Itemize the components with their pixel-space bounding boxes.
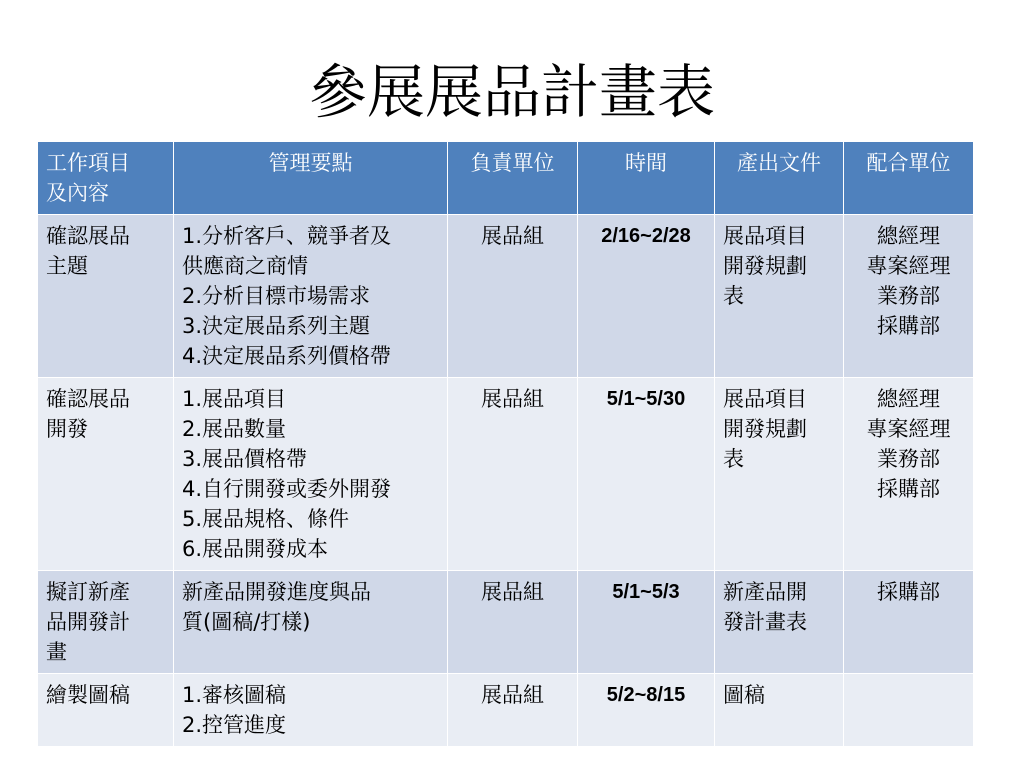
cell-points-line: 供應商之商情 (182, 254, 308, 278)
cell-time-text: 5/1~5/30 (606, 388, 686, 410)
cell-item (38, 215, 174, 378)
cell-output (715, 674, 844, 747)
table-row (38, 674, 974, 747)
header-text: 管理要點 (268, 151, 353, 175)
table-row (38, 378, 974, 571)
cell-points-line: 質(圖稿/打樣) (182, 610, 311, 634)
cell-item-line: 主題 (46, 254, 88, 278)
cell-coop-line: 業務部 (877, 284, 940, 308)
cell-item-line: 擬訂新產 (46, 580, 130, 604)
cell-coop-line: 採購部 (877, 580, 940, 604)
cell-points (174, 674, 448, 747)
cell-item-line: 畫 (46, 640, 67, 664)
cell-points (174, 215, 448, 378)
cell-time-text: 5/2~8/15 (606, 684, 686, 706)
table-row (38, 571, 974, 674)
header-cell-coop (844, 142, 974, 215)
cell-points (174, 378, 448, 571)
cell-item-line: 確認展品 (46, 224, 130, 248)
cell-unit (448, 571, 578, 674)
plan-table (37, 141, 974, 747)
cell-coop-line: 採購部 (877, 314, 940, 338)
cell-coop-line: 採購部 (877, 477, 940, 501)
cell-points-line: 2.分析目標市場需求 (182, 284, 371, 308)
cell-coop-line: 總經理 (877, 224, 940, 248)
cell-item-line: 確認展品 (46, 387, 130, 411)
cell-output-line: 新產品開 (723, 580, 807, 604)
cell-points-line: 6.展品開發成本 (182, 537, 329, 561)
cell-points-line: 1.審核圖稿 (182, 683, 287, 707)
cell-points-line: 5.展品規格、條件 (182, 507, 350, 531)
cell-coop-line: 專案經理 (866, 417, 951, 441)
header-text: 工作項目 (46, 151, 130, 175)
cell-coop-line: 業務部 (877, 447, 940, 471)
cell-output (715, 571, 844, 674)
cell-item (38, 378, 174, 571)
cell-time-text: 5/1~5/3 (612, 581, 680, 603)
cell-coop-line: 總經理 (877, 387, 940, 411)
page-title: 參展展品計畫表 (308, 58, 715, 126)
cell-points-line: 1.分析客戶、競爭者及 (182, 224, 392, 248)
cell-output-line: 開發規劃 (723, 254, 807, 278)
table-row (38, 215, 974, 378)
cell-item-line: 品開發計 (46, 610, 130, 634)
cell-output-line: 展品項目 (723, 387, 807, 411)
header-cell-time (578, 142, 715, 215)
header-cell-output (715, 142, 844, 215)
cell-unit (448, 215, 578, 378)
cell-points-line: 2.展品數量 (182, 417, 287, 441)
header-cell-unit (448, 142, 578, 215)
cell-time (578, 571, 715, 674)
cell-time-text: 2/16~2/28 (601, 225, 691, 247)
header-row (38, 142, 974, 215)
header-text: 及內容 (46, 181, 109, 205)
cell-unit (448, 378, 578, 571)
cell-unit-text: 展品組 (481, 683, 544, 707)
cell-output-line: 圖稿 (723, 683, 765, 707)
cell-points-line: 新產品開發進度與品 (182, 580, 371, 604)
cell-output-line: 表 (723, 284, 744, 308)
cell-output (715, 378, 844, 571)
cell-item-line: 繪製圖稿 (46, 683, 130, 707)
cell-coop (844, 571, 974, 674)
cell-output-line: 展品項目 (723, 224, 807, 248)
cell-unit (448, 674, 578, 747)
cell-output-line: 表 (723, 447, 744, 471)
cell-time (578, 378, 715, 571)
cell-unit-text: 展品組 (481, 580, 544, 604)
cell-coop (844, 378, 974, 571)
cell-coop-line: 專案經理 (866, 254, 951, 278)
cell-points-line: 4.自行開發或委外開發 (182, 477, 392, 501)
cell-time (578, 215, 715, 378)
cell-item (38, 674, 174, 747)
header-text: 時間 (625, 151, 667, 175)
cell-points-line: 3.決定展品系列主題 (182, 314, 371, 338)
cell-points-line: 1.展品項目 (182, 387, 287, 411)
cell-unit-text: 展品組 (481, 224, 544, 248)
cell-points-line: 3.展品價格帶 (182, 447, 308, 471)
cell-points-line: 2.控管進度 (182, 713, 287, 737)
cell-time (578, 674, 715, 747)
cell-output-line: 開發規劃 (723, 417, 807, 441)
cell-output (715, 215, 844, 378)
cell-coop (844, 674, 974, 747)
cell-item-line: 開發 (46, 417, 88, 441)
header-text: 產出文件 (737, 151, 821, 175)
header-text: 負責單位 (470, 151, 555, 175)
cell-unit-text: 展品組 (481, 387, 544, 411)
cell-coop (844, 215, 974, 378)
cell-points (174, 571, 448, 674)
header-cell-item (38, 142, 174, 215)
cell-item (38, 571, 174, 674)
header-cell-points (174, 142, 448, 215)
header-text: 配合單位 (866, 151, 951, 175)
cell-points-line: 4.決定展品系列價格帶 (182, 344, 392, 368)
cell-output-line: 發計畫表 (723, 610, 807, 634)
